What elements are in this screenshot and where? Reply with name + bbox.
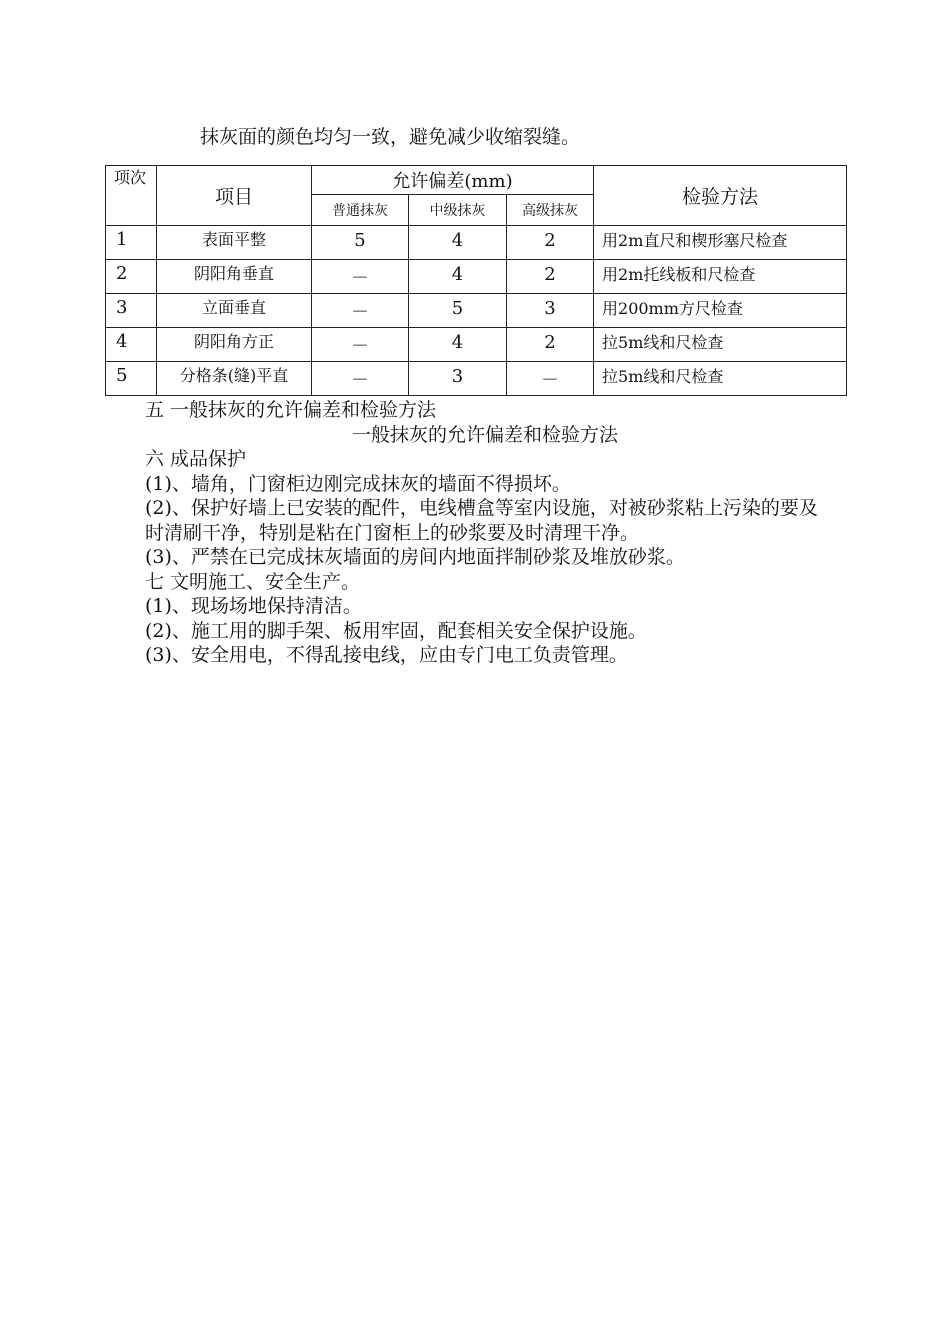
table-header-row <box>106 166 847 195</box>
header-medium: 中级抹灰 <box>409 195 507 226</box>
table-row <box>106 294 847 328</box>
cell-item: 立面垂直 <box>157 294 312 328</box>
table-row <box>106 328 847 362</box>
cell-ordinary: 5 <box>312 226 409 260</box>
cell-method: 拉5m线和尺检查 <box>594 328 847 362</box>
header-method: 检验方法 <box>594 166 847 226</box>
cell-method: 用2m直尺和楔形塞尺检查 <box>594 226 847 260</box>
table-row <box>106 260 847 294</box>
cell-item: 阴阳角方正 <box>157 328 312 362</box>
cell-seq: 4 <box>106 328 157 362</box>
table-row <box>106 226 847 260</box>
cell-ordinary: － <box>312 362 409 396</box>
section7-heading: 七 文明施工、安全生产。 <box>145 570 361 593</box>
cell-seq: 1 <box>106 226 157 260</box>
section6-item-2: (2)、保护好墙上已安装的配件，电线槽盒等室内设施，对被砂浆粘上污染的要及时清刷干净，特别是粘在门窗柜上的砂浆要及时清理干净。 <box>145 497 818 544</box>
cell-seq: 2 <box>106 260 157 294</box>
section7-item-2: (2)、施工用的脚手架、板用牢固，配套相关安全保护设施。 <box>145 619 647 642</box>
section6-item-1: (1)、墙角，门窗柜边刚完成抹灰的墙面不得损坏。 <box>145 472 571 495</box>
section5-heading: 五 一般抹灰的允许偏差和检验方法 <box>145 399 437 421</box>
header-ordinary: 普通抹灰 <box>312 195 409 226</box>
cell-item: 阴阳角垂直 <box>157 260 312 294</box>
section6-heading: 六 成品保护 <box>145 448 247 470</box>
document-body <box>145 398 825 668</box>
cell-medium: 4 <box>409 328 507 362</box>
cell-high: 2 <box>507 226 594 260</box>
section7-item-1: (1)、现场场地保持清洁。 <box>145 595 362 617</box>
cell-high: 3 <box>507 294 594 328</box>
header-seq: 项次 <box>106 166 157 226</box>
cell-ordinary: － <box>312 294 409 328</box>
cell-seq: 3 <box>106 294 157 328</box>
cell-item: 分格条(缝)平直 <box>157 362 312 396</box>
deviation-table <box>105 165 847 396</box>
header-item: 项目 <box>157 166 312 226</box>
cell-ordinary: － <box>312 260 409 294</box>
cell-medium: 4 <box>409 260 507 294</box>
header-high: 高级抹灰 <box>507 195 594 226</box>
cell-method: 拉5m线和尺检查 <box>594 362 847 396</box>
cell-high: 2 <box>507 328 594 362</box>
cell-medium: 5 <box>409 294 507 328</box>
cell-seq: 5 <box>106 362 157 396</box>
cell-item: 表面平整 <box>157 226 312 260</box>
header-deviation: 允许偏差(mm) <box>312 166 594 195</box>
section6-item-3: (3)、严禁在已完成抹灰墙面的房间内地面拌制砂浆及堆放砂浆。 <box>145 546 685 568</box>
cell-medium: 3 <box>409 362 507 396</box>
cell-method: 用2m托线板和尺检查 <box>594 260 847 294</box>
cell-method: 用200mm方尺检查 <box>594 294 847 328</box>
section7-item-3: (3)、安全用电，不得乱接电线，应由专门电工负责管理。 <box>145 644 628 666</box>
cell-high: － <box>507 362 594 396</box>
intro-paragraph: 抹灰面的颜色均匀一致，避免减少收缩裂缝。 <box>200 126 581 148</box>
cell-medium: 4 <box>409 226 507 260</box>
section5-caption: 一般抹灰的允许偏差和检验方法 <box>351 423 618 446</box>
table-row <box>106 362 847 396</box>
cell-ordinary: － <box>312 328 409 362</box>
cell-high: 2 <box>507 260 594 294</box>
